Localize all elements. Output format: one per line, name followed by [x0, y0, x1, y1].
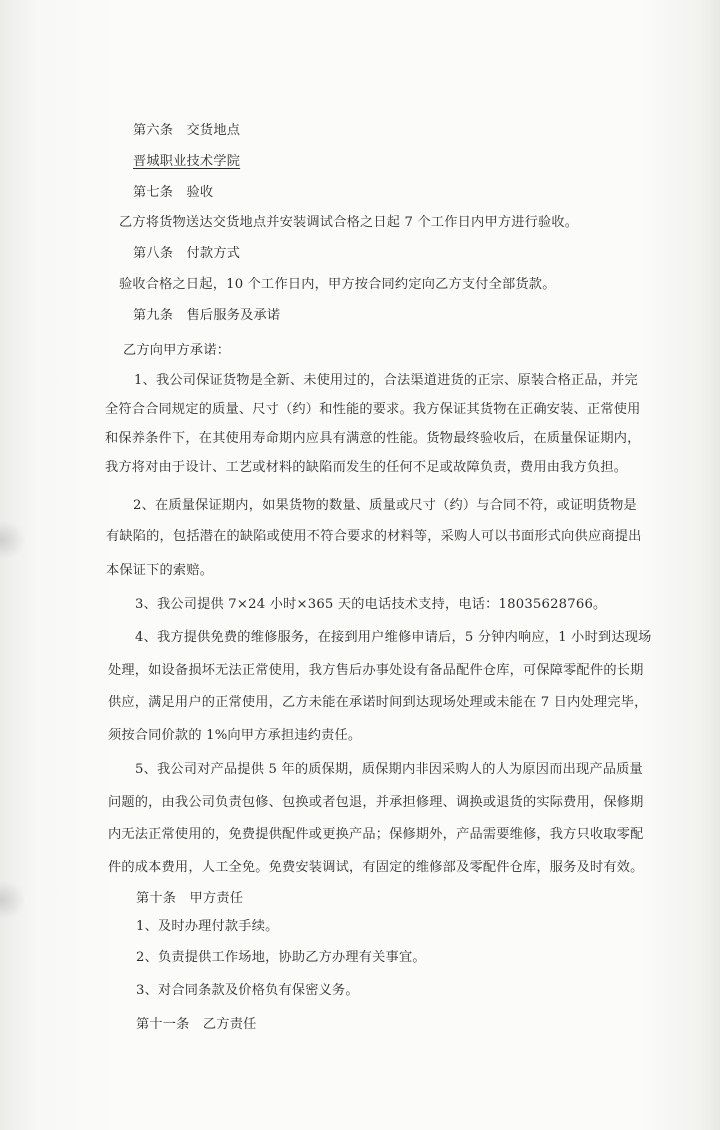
scan-smudge [0, 520, 26, 560]
clause-5-line: 内无法正常使用的，免费提供配件或更换产品；保修期外，产品需要维修，我方只收取零配 [108, 827, 644, 842]
clause-2-line: 本保证下的索赔。 [106, 563, 214, 578]
article-9-heading: 第九条 售后服务及承诺 [133, 308, 281, 323]
clause-5-line: 件的成本费用，人工全免。免费安装调试，有固定的维修部及零配件仓库，服务及时有效。 [108, 860, 644, 875]
article-9-intro: 乙方向甲方承诺： [123, 343, 231, 358]
clause-5-line: 问题的，由我公司负责包修、包换或者包退，并承担修理、调换或退货的实际费用，保修期 [108, 795, 644, 810]
clause-1-line: 全符合合同规定的质量、尺寸（约）和性能的要求。我方保证其货物在正确安装、正常使用 [105, 402, 641, 417]
article-8-body: 验收合格之日起，10 个工作日内，甲方按合同约定向乙方支付全部货款。 [119, 277, 556, 292]
article-11-heading: 第十一条 乙方责任 [136, 1017, 257, 1032]
clause-4-line: 须按合同价款的 1%向甲方承担违约责任。 [108, 728, 362, 743]
article-10-heading: 第十条 甲方责任 [136, 891, 244, 906]
clause-2-line: 有缺陷的，包括潜在的缺陷或使用不符合要求的材料等，采购人可以书面形式向供应商提出 [106, 529, 642, 544]
clause-1-line: 和保养条件下，在其使用寿命期内应具有满意的性能。货物最终验收后，在质量保证期内， [105, 431, 641, 446]
article-10-item: 3、对合同条款及价格负有保密义务。 [136, 983, 359, 998]
article-8-heading: 第八条 付款方式 [133, 246, 241, 261]
clause-1-line: 我方将对由于设计、工艺或材料的缺陷而发生的任何不足或故障负责，费用由我方负担。 [105, 460, 628, 475]
clause-5-line: 5、我公司对产品提供 5 年的质保期，质保期内非因采购人的人为原因而出现产品质量 [135, 762, 643, 777]
clause-4-line: 处理，如设备损坏无法正常使用，我方售后办事处设有备品配件仓库，可保障零配件的长期 [108, 663, 644, 678]
clause-4-line: 供应，满足用户的正常使用，乙方未能在承诺时间到达现场处理或未能在 7 日内处理完毕， [108, 695, 648, 710]
article-10-item: 1、及时办理付款手续。 [136, 919, 279, 934]
clause-1-line: 1、我公司保证货物是全新、未使用过的，合法渠道进货的正宗、原装合格正品，并完 [134, 373, 638, 388]
article-7-heading: 第七条 验收 [133, 185, 214, 200]
clause-2-line: 2、在质量保证期内，如果货物的数量、质量或尺寸（约）与合同不符，或证明货物是 [133, 498, 637, 513]
clause-3: 3、我公司提供 7×24 小时×365 天的电话技术支持，电话：18035628766。 [135, 597, 607, 612]
scan-smudge [0, 880, 26, 920]
clause-4-line: 4、我方提供免费的维修服务，在接到用户维修申请后，5 分钟内响应，1 小时到达现场 [135, 630, 652, 645]
article-7-body: 乙方将货物送达交货地点并安装调试合格之日起 7 个工作日内甲方进行验收。 [119, 215, 579, 230]
article-6-heading: 第六条 交货地点 [133, 123, 241, 138]
delivery-location: 晋城职业技术学院 [133, 154, 241, 169]
article-10-item: 2、负责提供工作场地，协助乙方办理有关事宜。 [136, 950, 426, 965]
